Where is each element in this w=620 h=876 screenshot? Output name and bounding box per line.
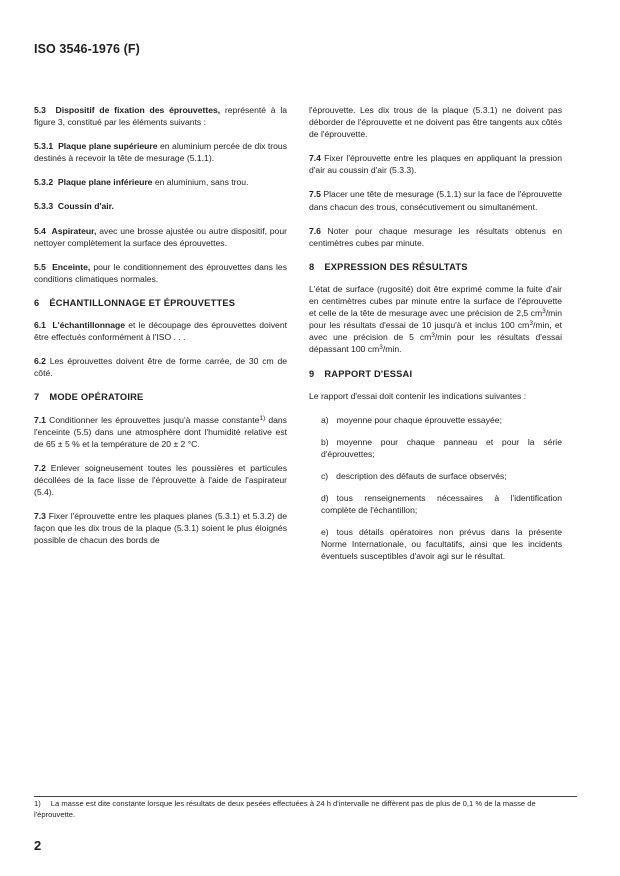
clause-number: 7.5 xyxy=(309,189,321,200)
page-number: 2 xyxy=(34,838,42,853)
text-part: /min, et avec une précision de 5 cm xyxy=(309,320,562,343)
clause-number: 5.4 xyxy=(34,225,46,236)
superscript: 3 xyxy=(431,332,435,340)
clause-number: 5.3.1 xyxy=(34,141,54,152)
right-column xyxy=(309,104,562,573)
clause-number: 7.1 xyxy=(34,414,46,425)
clause-title: Coussin d'air. xyxy=(57,201,114,212)
clause-text: Placer une tête de mesurage (5.1.1) sur la face de l'éprouvette dans chacun des trous, consécutivement ou simultanément. xyxy=(309,189,562,212)
section-heading-9 xyxy=(309,368,562,380)
list-text: tous détails opératoires non prévus dans la présente Norme Internationale, ou facultatifs, ainsi que les incidents éventuels susceptibles d'avoir agi sur le résultat. xyxy=(321,527,562,562)
clause-text: Les éprouvettes doivent être de forme carrée, de 30 cm de côté. xyxy=(34,356,287,379)
list-label: e) xyxy=(321,527,329,538)
list-text: tous renseignements nécessaires à l'identification complète de l'échantillon; xyxy=(321,493,562,516)
clause-9-intro: Le rapport d'essai doit contenir les indications suivantes : xyxy=(309,390,527,401)
clause-number: 6.1 xyxy=(34,320,46,331)
clause-text: avec une brosse ajustée ou autre dispositif, pour nettoyer complètement la surface des éprouvettes. xyxy=(34,225,287,248)
clause-7-3-continued: l'éprouvette. Les dix trous de la plaque (5.3.1) ne doivent pas déborder de l'éprouvette et ne doivent pas être tangents aux côtés de l'éprouvette. xyxy=(309,105,562,140)
list-item xyxy=(321,414,562,426)
clause-text: représenté à la figure 3, constitué par les éléments suivants : xyxy=(34,105,288,128)
list-label: a) xyxy=(321,414,329,425)
section-title: ÉCHANTILLONNAGE ET ÉPROUVETTES xyxy=(49,297,236,308)
section-number: 6 xyxy=(34,297,40,308)
clause-title: Dispositif de fixation des éprouvettes, xyxy=(55,105,221,115)
clause-text: Conditionner les éprouvettes jusqu'à masse constante xyxy=(45,414,260,425)
list-label: b) xyxy=(321,436,329,447)
superscript: 3 xyxy=(529,320,533,328)
section-title: EXPRESSION DES RÉSULTATS xyxy=(324,261,468,272)
clause-number: 5.3.2 xyxy=(34,177,54,188)
section-number: 8 xyxy=(309,261,315,272)
list-label: c) xyxy=(321,470,329,481)
section-heading-8 xyxy=(309,261,562,273)
clause-5-3 xyxy=(34,104,287,128)
footnote xyxy=(34,799,577,820)
text-part: L'état de surface (rugosité) doit être exprimé comme la fuite d'air en centimètres cubes par minute entre la surface de l'éprouvette et celle de la tête de mesurage avec une précision de 2,5 cm xyxy=(309,283,562,319)
footnote-mark: 1) xyxy=(34,799,41,808)
clause-text: pour le conditionnement des éprouvettes dans les conditions climatiques normales. xyxy=(34,261,287,284)
clause-text-continued: dans l'enceinte (5.5) dans une atmosphère dont l'humidité relative est de 65 ± 5 % et la température de 20 ± 2 °C. xyxy=(34,414,287,449)
text-part: /min pour les résultats d'essai de 10 jusqu'à et inclus 100 cm xyxy=(309,308,562,331)
left-column xyxy=(34,104,287,558)
clause-title: Aspirateur, xyxy=(51,225,97,236)
clause-7-2 xyxy=(34,462,287,498)
clause-title: Plaque plane inférieure xyxy=(57,177,153,188)
clause-title: Enceinte, xyxy=(52,261,91,272)
list-item xyxy=(321,470,562,482)
clause-text: en aluminium, sans trou. xyxy=(152,177,249,188)
clause-7-5 xyxy=(309,188,562,212)
clause-number: 5.3.3 xyxy=(34,201,54,212)
clause-7-3 xyxy=(34,510,287,546)
clause-title: Plaque plane supérieure xyxy=(58,141,158,152)
clause-number: 6.2 xyxy=(34,356,46,367)
clause-5-4 xyxy=(34,225,287,249)
clause-text: Noter pour chaque mesurage les résultats obtenus en centimètres cubes par minute. xyxy=(309,225,562,248)
section-heading-7 xyxy=(34,391,287,403)
document-code: ISO 3546-1976 (F) xyxy=(34,42,140,56)
list-text: moyenne pour chaque panneau et pour la série d'éprouvettes; xyxy=(321,436,562,459)
section-title: RAPPORT D'ESSAI xyxy=(324,368,413,379)
clause-5-3-3 xyxy=(34,200,287,212)
text-part: /min. xyxy=(382,344,402,355)
clause-8-text xyxy=(309,283,562,356)
list-item xyxy=(321,526,562,562)
list-item xyxy=(321,492,562,516)
clause-text: Fixer l'éprouvette entre les plaques en appliquant la pression d'air au coussin d'air (5.3.3). xyxy=(309,153,562,176)
clause-text: Fixer l'éprouvette entre les plaques planes (5.3.1) et 5.3.2) de façon que les dix trous de la plaque (5.3.1) soient le plus éloignés possible de chacun des bords de xyxy=(34,511,287,546)
clause-number: 7.4 xyxy=(309,153,321,164)
footnote-divider xyxy=(34,796,577,797)
clause-5-3-1 xyxy=(34,140,287,164)
list-text: moyenne pour chaque éprouvette essayée; xyxy=(336,414,502,425)
clause-number: 5.5 xyxy=(34,261,46,272)
clause-text: et le découpage des éprouvettes doivent être effectués conformément à l'ISO . . . xyxy=(34,320,287,343)
footnote-reference: 1) xyxy=(259,414,266,422)
clause-number: 7.2 xyxy=(34,462,46,473)
list-item xyxy=(321,436,562,460)
section-number: 9 xyxy=(309,368,315,379)
clause-title: L'échantillonnage xyxy=(52,320,126,331)
clause-7-4 xyxy=(309,152,562,176)
text-part: /min pour les résultats d'essai dépassant 100 cm xyxy=(309,332,562,355)
section-title: MODE OPÉRATOIRE xyxy=(49,392,144,403)
clause-5-5 xyxy=(34,261,287,285)
clause-7-1 xyxy=(34,414,287,450)
clause-6-2 xyxy=(34,355,287,379)
clause-6-1 xyxy=(34,319,287,343)
clause-5-3-2 xyxy=(34,176,287,188)
clause-number: 7.6 xyxy=(309,225,321,236)
superscript: 3 xyxy=(542,308,546,316)
section-heading-6 xyxy=(34,297,287,309)
clause-text: en aluminium percée de dix trous destinés à recevoir la tête de mesurage (5.1.1). xyxy=(34,141,287,164)
superscript: 3 xyxy=(379,344,383,352)
list-text: description des défauts de surface observés; xyxy=(336,470,507,481)
footnote-text: La masse est dite constante lorsque les résultats de deux pesées effectuées à 24 h d'intervalle ne diffèrent pas de plus de 0,1 % de la masse de l'éprouvette. xyxy=(34,799,536,819)
list-label: d) xyxy=(321,493,329,504)
section-number: 7 xyxy=(34,392,40,403)
clause-7-6 xyxy=(309,225,562,249)
clause-text: Enlever soigneusement toutes les poussières et particules décollées de la face lisse de l'éprouvette à l'aide de l'aspirateur (5.4). xyxy=(34,462,287,497)
clause-number: 7.3 xyxy=(34,511,46,522)
clause-number: 5.3 xyxy=(34,105,46,115)
